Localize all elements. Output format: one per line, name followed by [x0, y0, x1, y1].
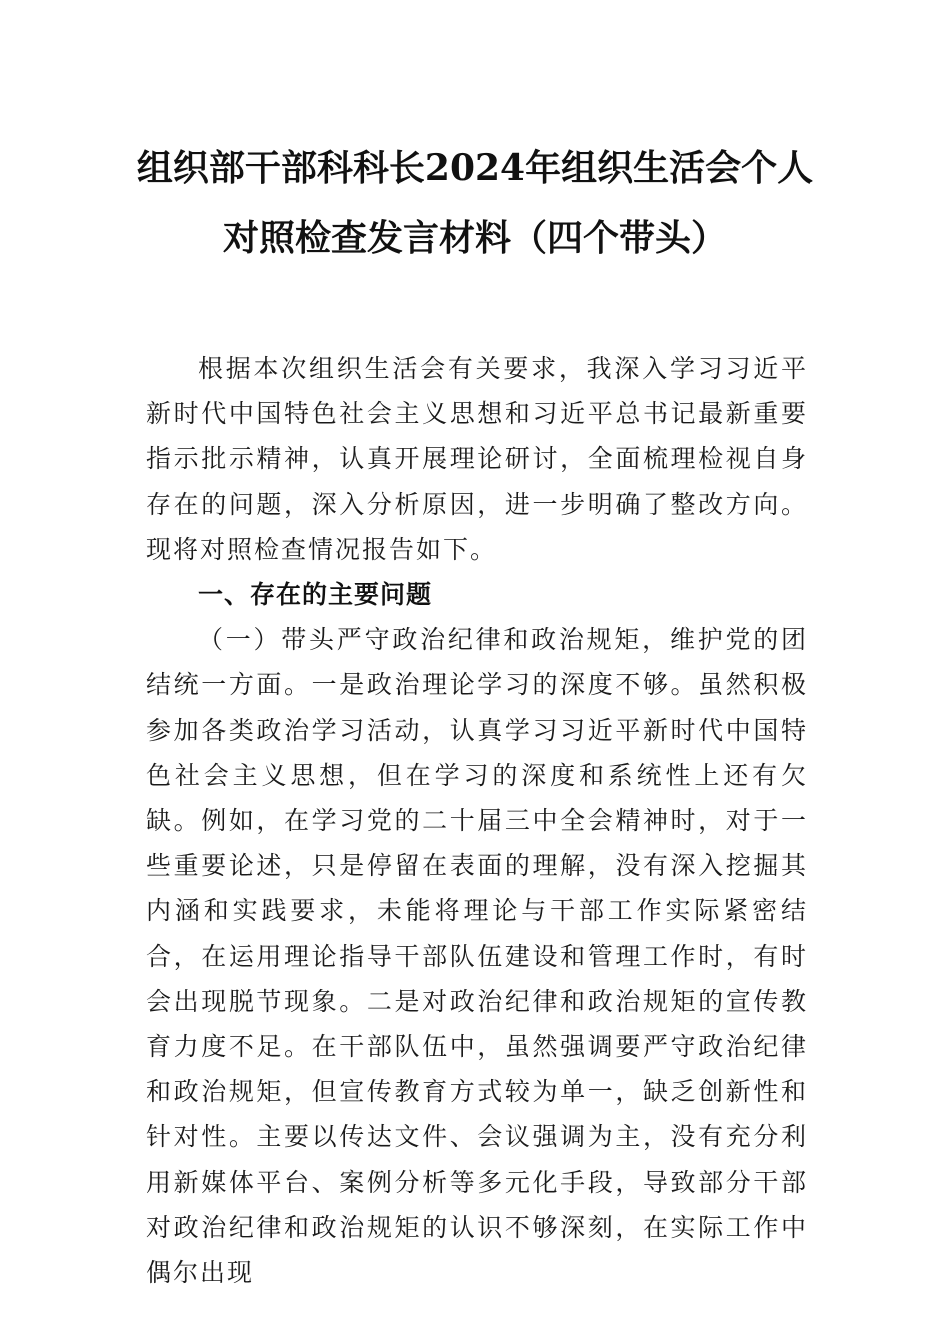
section-heading-problems: 一、存在的主要问题	[198, 580, 433, 610]
document-title-line-1: 组织部干部科科长2024年组织生活会个人	[136, 147, 814, 189]
section-paragraph-political-discipline: （一）带头严守政治纪律和政治规矩，维护党的团结统一方面。一是政治理论学习的深度不够。虽然积极参加各类政治学习活动，认真学习习近平新时代中国特色社会主义思想，但在学习的深度和系统性上还有欠缺。例如，在学习党的二十届三中全会精神时，对于一些重要论述，只是停留在表面的理解，没有深入挖掘其内涵和实践要求，未能将理论与干部工作实际紧密结合，在运用理论指导干部队伍建设和管理工作时，有时会出现脱节现象。二是对政治纪律和政治规矩的宣传教育力度不足。在干部队伍中，虽然强调要严守政治纪律和政治规矩，但宣传教育方式较为单一，缺乏创新性和针对性。主要以传达文件、会议强调为主，没有充分利用新媒体平台、案例分析等多元化手段，导致部分干部对政治纪律和政治规矩的认识不够深刻，在实际工作中偶尔出现	[146, 625, 808, 1288]
document-title-line-2: 对照检查发言材料（四个带头）	[222, 217, 727, 259]
intro-paragraph: 根据本次组织生活会有关要求，我深入学习习近平新时代中国特色社会主义思想和习近平总书记最新重要指示批示精神，认真开展理论研讨，全面梳理检视自身存在的问题，深入分析原因，进一步明确了整改方向。现将对照检查情况报告如下。	[146, 354, 808, 564]
document-body	[146, 346, 808, 1295]
